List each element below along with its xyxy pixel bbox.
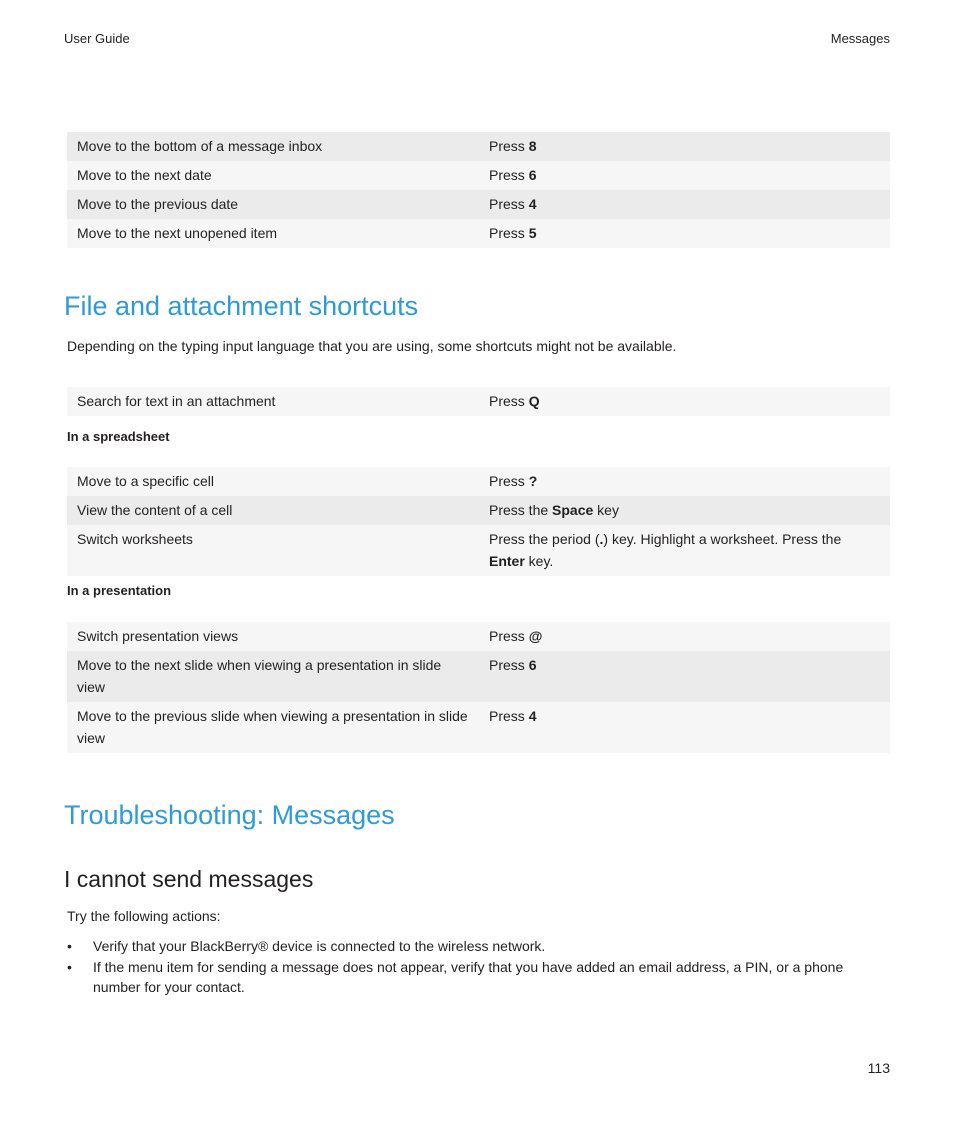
- shortcut-key: Space: [552, 502, 594, 518]
- shortcut-key: 6: [528, 657, 537, 673]
- shortcut-prefix: Press: [489, 708, 529, 724]
- list-item-text: If the menu item for sending a message does not appear, verify that you have added an email address, a PIN, or a phone number for your contact.: [93, 959, 844, 995]
- shortcut-key: @: [528, 628, 543, 644]
- subheading-presentation: In a presentation: [67, 583, 172, 598]
- shortcut-key: .: [599, 531, 604, 547]
- running-header-left: User Guide: [64, 31, 130, 46]
- shortcut-cell: [479, 190, 890, 219]
- action-cell: Move to the previous date: [67, 190, 479, 219]
- shortcut-key: 5: [528, 225, 537, 241]
- shortcut-prefix: Press: [489, 167, 529, 183]
- shortcut-cell: [479, 161, 890, 190]
- section-title-file-attachment: File and attachment shortcuts: [64, 291, 419, 321]
- action-cell: Move to the next date: [67, 161, 479, 190]
- shortcut-prefix: Press: [489, 138, 529, 154]
- action-cell: Move to the next slide when viewing a presentation in slide view: [67, 651, 479, 702]
- action-cell: Move to a specific cell: [67, 467, 479, 496]
- table-row: [67, 219, 890, 248]
- subsection-title-cannot-send: I cannot send messages: [64, 866, 314, 892]
- shortcut-key: ?: [528, 473, 538, 489]
- shortcut-key: 4: [528, 196, 537, 212]
- shortcut-cell: [479, 132, 890, 161]
- action-cell: Move to the next unopened item: [67, 219, 479, 248]
- table-row: [67, 622, 890, 651]
- list-item: [67, 936, 887, 956]
- shortcut-suffix: key: [593, 502, 619, 518]
- shortcut-table-presentation: [67, 622, 890, 753]
- bullet-marker: •: [67, 959, 72, 975]
- table-row: [67, 132, 890, 161]
- shortcut-prefix: Press: [489, 225, 529, 241]
- troubleshooting-intro: Try the following actions:: [67, 908, 221, 924]
- action-list: [67, 936, 887, 998]
- shortcut-cell: [479, 702, 890, 753]
- shortcut-key: 6: [528, 167, 537, 183]
- shortcut-cell: [479, 651, 890, 702]
- list-item: [67, 957, 887, 997]
- shortcut-cell: [479, 622, 890, 651]
- shortcut-middle: ) key. Highlight a worksheet. Press the: [603, 531, 842, 547]
- action-cell: Switch presentation views: [67, 622, 479, 651]
- shortcut-prefix: Press: [489, 393, 529, 409]
- shortcut-cell: [479, 467, 890, 496]
- shortcut-prefix: Press: [489, 473, 529, 489]
- shortcut-table-navigation: [67, 132, 890, 248]
- action-cell: Switch worksheets: [67, 525, 479, 576]
- table-row: [67, 496, 890, 525]
- shortcut-prefix: Press: [489, 196, 529, 212]
- action-cell: Move to the bottom of a message inbox: [67, 132, 479, 161]
- shortcut-key: Q: [528, 393, 540, 409]
- shortcut-cell: [479, 496, 890, 525]
- shortcut-cell: [479, 525, 890, 576]
- shortcut-key: Enter: [489, 553, 525, 569]
- shortcut-prefix: Press the: [489, 502, 553, 518]
- section-title-troubleshooting: Troubleshooting: Messages: [64, 800, 395, 830]
- table-row: [67, 467, 890, 496]
- table-row: [67, 525, 890, 576]
- action-cell: View the content of a cell: [67, 496, 479, 525]
- section-intro: Depending on the typing input language that you are using, some shortcuts might not be available.: [67, 338, 677, 354]
- list-item-text: Verify that your BlackBerry® device is connected to the wireless network.: [93, 938, 546, 954]
- shortcut-table-attachment: [67, 387, 890, 416]
- table-row: [67, 190, 890, 219]
- shortcut-prefix: Press the period (: [489, 531, 600, 547]
- shortcut-prefix: Press: [489, 657, 529, 673]
- shortcut-cell: [479, 219, 890, 248]
- shortcut-suffix: key.: [524, 553, 554, 569]
- shortcut-prefix: Press: [489, 628, 529, 644]
- table-row: [67, 651, 890, 702]
- action-cell: Search for text in an attachment: [67, 387, 479, 416]
- running-header-right: Messages: [830, 31, 890, 46]
- table-row: [67, 387, 890, 416]
- action-cell: Move to the previous slide when viewing a presentation in slide view: [67, 702, 479, 753]
- shortcut-cell: [479, 387, 890, 416]
- shortcut-key: 4: [528, 708, 537, 724]
- subheading-spreadsheet: In a spreadsheet: [67, 429, 170, 444]
- table-row: [67, 702, 890, 753]
- bullet-marker: •: [67, 938, 72, 954]
- shortcut-table-spreadsheet: [67, 467, 890, 576]
- page-number: 113: [867, 1060, 890, 1076]
- shortcut-key: 8: [528, 138, 537, 154]
- table-row: [67, 161, 890, 190]
